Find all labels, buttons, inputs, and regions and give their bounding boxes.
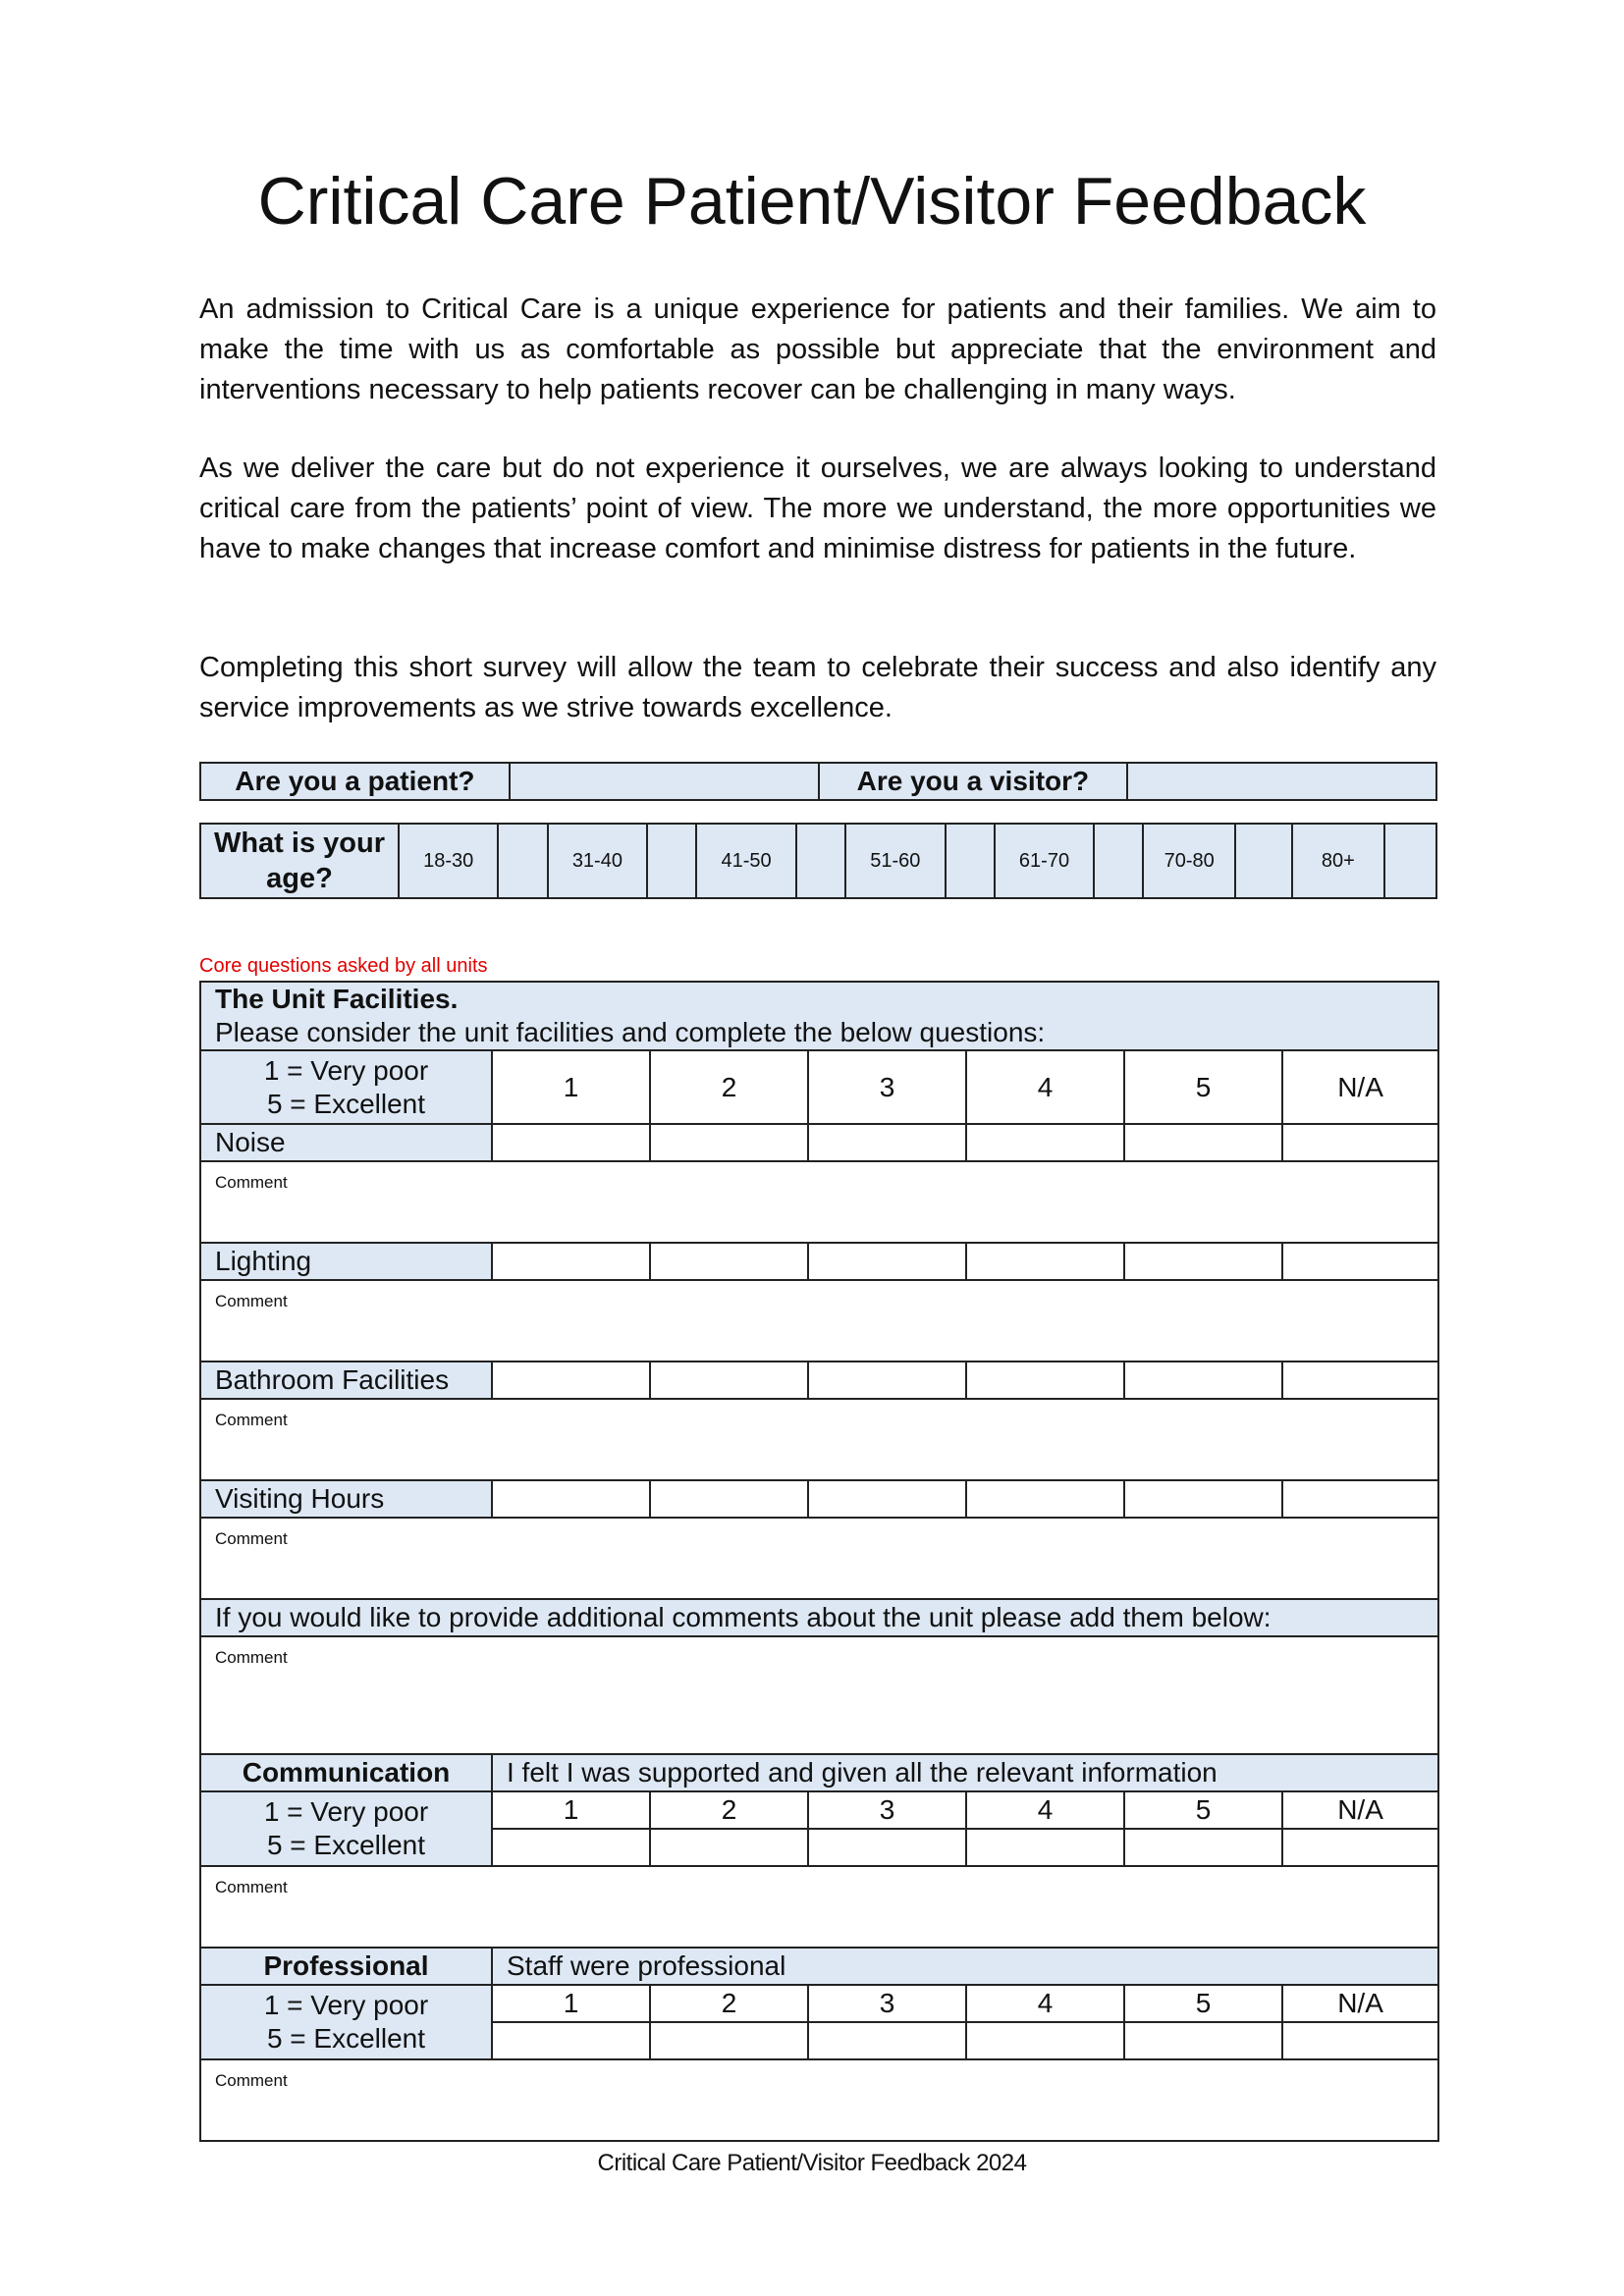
scale-high: 5 = Excellent [266, 1088, 426, 1119]
noise-rating-3[interactable] [808, 1124, 966, 1161]
professional-rating-header-1: 1 [492, 1985, 650, 2022]
scale-high: 5 = Excellent [266, 1830, 426, 1860]
professional-scale-legend [200, 1985, 492, 2059]
lighting-rating-2[interactable] [650, 1243, 808, 1280]
age-range-41-50: 41-50 [696, 824, 795, 898]
lighting-rating-na[interactable] [1282, 1243, 1438, 1280]
communication-rating-4[interactable] [966, 1829, 1124, 1866]
noise-rating-5[interactable] [1124, 1124, 1282, 1161]
comment-label: Comment [215, 1411, 288, 1429]
communication-rating-header-2: 2 [650, 1791, 808, 1829]
age-range-70-80: 70-80 [1143, 824, 1234, 898]
age-range-61-70: 61-70 [995, 824, 1094, 898]
visiting-rating-2[interactable] [650, 1480, 808, 1518]
age-range-80-plus: 80+ [1292, 824, 1383, 898]
professional-rating-1[interactable] [492, 2022, 650, 2059]
professional-rating-5[interactable] [1124, 2022, 1282, 2059]
patient-answer-cell[interactable] [510, 763, 819, 800]
communication-rating-header-4: 4 [966, 1791, 1124, 1829]
bathroom-rating-2[interactable] [650, 1362, 808, 1399]
additional-comments-prompt: If you would like to provide additional comments about the unit please add them below: [200, 1599, 1438, 1636]
communication-rating-1[interactable] [492, 1829, 650, 1866]
intro-paragraph-1: An admission to Critical Care is a unique experience for patients and their families. We aim to make the time with us as comfortable as possible but appreciate that the environment and interventions necessary to help patients recover can be challenging in many ways. [199, 294, 1436, 405]
age-checkbox-51-60[interactable] [946, 824, 995, 898]
age-checkbox-70-80[interactable] [1235, 824, 1292, 898]
rating-header-1: 1 [492, 1050, 650, 1124]
additional-comment-box[interactable] [200, 1636, 1438, 1754]
item-label-lighting: Lighting [200, 1243, 492, 1280]
rating-header-2: 2 [650, 1050, 808, 1124]
bathroom-rating-1[interactable] [492, 1362, 650, 1399]
noise-rating-1[interactable] [492, 1124, 650, 1161]
age-range-51-60: 51-60 [845, 824, 945, 898]
communication-rating-header-1: 1 [492, 1791, 650, 1829]
rating-header-4: 4 [966, 1050, 1124, 1124]
professional-rating-3[interactable] [808, 2022, 966, 2059]
communication-heading: Communication [200, 1754, 492, 1791]
communication-comment-box[interactable] [200, 1866, 1438, 1948]
scale-low: 1 = Very poor [263, 1054, 429, 1086]
professional-heading: Professional [200, 1948, 492, 1985]
professional-rating-na[interactable] [1282, 2022, 1438, 2059]
professional-statement: Staff were professional [492, 1948, 1438, 1985]
age-checkbox-31-40[interactable] [647, 824, 696, 898]
visiting-rating-5[interactable] [1124, 1480, 1282, 1518]
age-question: What is your age? [200, 824, 399, 898]
rating-header-5: 5 [1124, 1050, 1282, 1124]
noise-comment-box[interactable] [200, 1161, 1438, 1243]
respondent-type-table [199, 762, 1437, 801]
facilities-scale-legend [200, 1050, 492, 1124]
communication-scale-legend [200, 1791, 492, 1866]
professional-rating-header-2: 2 [650, 1985, 808, 2022]
noise-rating-na[interactable] [1282, 1124, 1438, 1161]
visiting-rating-1[interactable] [492, 1480, 650, 1518]
communication-rating-header-na: N/A [1282, 1791, 1438, 1829]
age-checkbox-18-30[interactable] [498, 824, 547, 898]
item-label-visiting-hours: Visiting Hours [200, 1480, 492, 1518]
visiting-comment-box[interactable] [200, 1518, 1438, 1599]
communication-rating-header-5: 5 [1124, 1791, 1282, 1829]
comment-label: Comment [215, 1173, 288, 1192]
comment-label: Comment [215, 2071, 288, 2090]
lighting-rating-4[interactable] [966, 1243, 1124, 1280]
scale-low: 1 = Very poor [263, 1990, 429, 2020]
communication-statement: I felt I was supported and given all the relevant information [492, 1754, 1438, 1791]
professional-rating-header-3: 3 [808, 1985, 966, 2022]
professional-rating-header-na: N/A [1282, 1985, 1438, 2022]
rating-header-3: 3 [808, 1050, 966, 1124]
professional-rating-4[interactable] [966, 2022, 1124, 2059]
age-checkbox-80-plus[interactable] [1384, 824, 1436, 898]
visiting-rating-na[interactable] [1282, 1480, 1438, 1518]
patient-question: Are you a patient? [200, 763, 510, 800]
questionnaire-table [199, 981, 1439, 2142]
bathroom-rating-na[interactable] [1282, 1362, 1438, 1399]
lighting-rating-1[interactable] [492, 1243, 650, 1280]
scale-high: 5 = Excellent [266, 2023, 426, 2054]
core-questions-note: Core questions asked by all units [199, 955, 488, 977]
professional-rating-header-5: 5 [1124, 1985, 1282, 2022]
facilities-header [200, 982, 1438, 1050]
comment-label: Comment [215, 1529, 288, 1548]
bathroom-rating-3[interactable] [808, 1362, 966, 1399]
bathroom-rating-5[interactable] [1124, 1362, 1282, 1399]
comment-label: Comment [215, 1292, 288, 1310]
communication-rating-header-3: 3 [808, 1791, 966, 1829]
facilities-heading: The Unit Facilities. [215, 984, 459, 1014]
age-range-18-30: 18-30 [399, 824, 498, 898]
item-label-bathroom-facilities: Bathroom Facilities [200, 1362, 492, 1399]
professional-rating-header-4: 4 [966, 1985, 1124, 2022]
visiting-rating-3[interactable] [808, 1480, 966, 1518]
rating-header-na: N/A [1282, 1050, 1438, 1124]
lighting-comment-box[interactable] [200, 1280, 1438, 1362]
age-table [199, 823, 1437, 899]
communication-rating-5[interactable] [1124, 1829, 1282, 1866]
professional-comment-box[interactable] [200, 2059, 1438, 2141]
scale-low: 1 = Very poor [263, 1796, 429, 1827]
communication-rating-na[interactable] [1282, 1829, 1438, 1866]
noise-rating-4[interactable] [966, 1124, 1124, 1161]
comment-label: Comment [215, 1878, 288, 1896]
facilities-instruction: Please consider the unit facilities and complete the below questions: [215, 1017, 1046, 1047]
age-checkbox-61-70[interactable] [1094, 824, 1143, 898]
communication-rating-2[interactable] [650, 1829, 808, 1866]
communication-rating-3[interactable] [808, 1829, 966, 1866]
page-title: Critical Care Patient/Visitor Feedback [257, 164, 1367, 239]
visitor-question: Are you a visitor? [819, 763, 1128, 800]
age-range-31-40: 31-40 [548, 824, 647, 898]
lighting-rating-5[interactable] [1124, 1243, 1282, 1280]
lighting-rating-3[interactable] [808, 1243, 966, 1280]
bathroom-comment-box[interactable] [200, 1399, 1438, 1480]
noise-rating-2[interactable] [650, 1124, 808, 1161]
visiting-rating-4[interactable] [966, 1480, 1124, 1518]
intro-paragraph-3: Completing this short survey will allow the team to celebrate their success and also identify any service improvements as we strive towards excellence. [199, 652, 1436, 723]
visitor-answer-cell[interactable] [1127, 763, 1436, 800]
item-label-noise: Noise [200, 1124, 492, 1161]
comment-label: Comment [215, 1648, 288, 1667]
page-footer: Critical Care Patient/Visitor Feedback 2024 [597, 2150, 1027, 2176]
intro-paragraph-2: As we deliver the care but do not experience it ourselves, we are always looking to understand critical care from the patients’ point of view. The more we understand, the more opportunities we have to make changes that increase comfort and minimise distress for patients in the future. [199, 453, 1436, 564]
professional-rating-2[interactable] [650, 2022, 808, 2059]
age-checkbox-41-50[interactable] [796, 824, 845, 898]
bathroom-rating-4[interactable] [966, 1362, 1124, 1399]
